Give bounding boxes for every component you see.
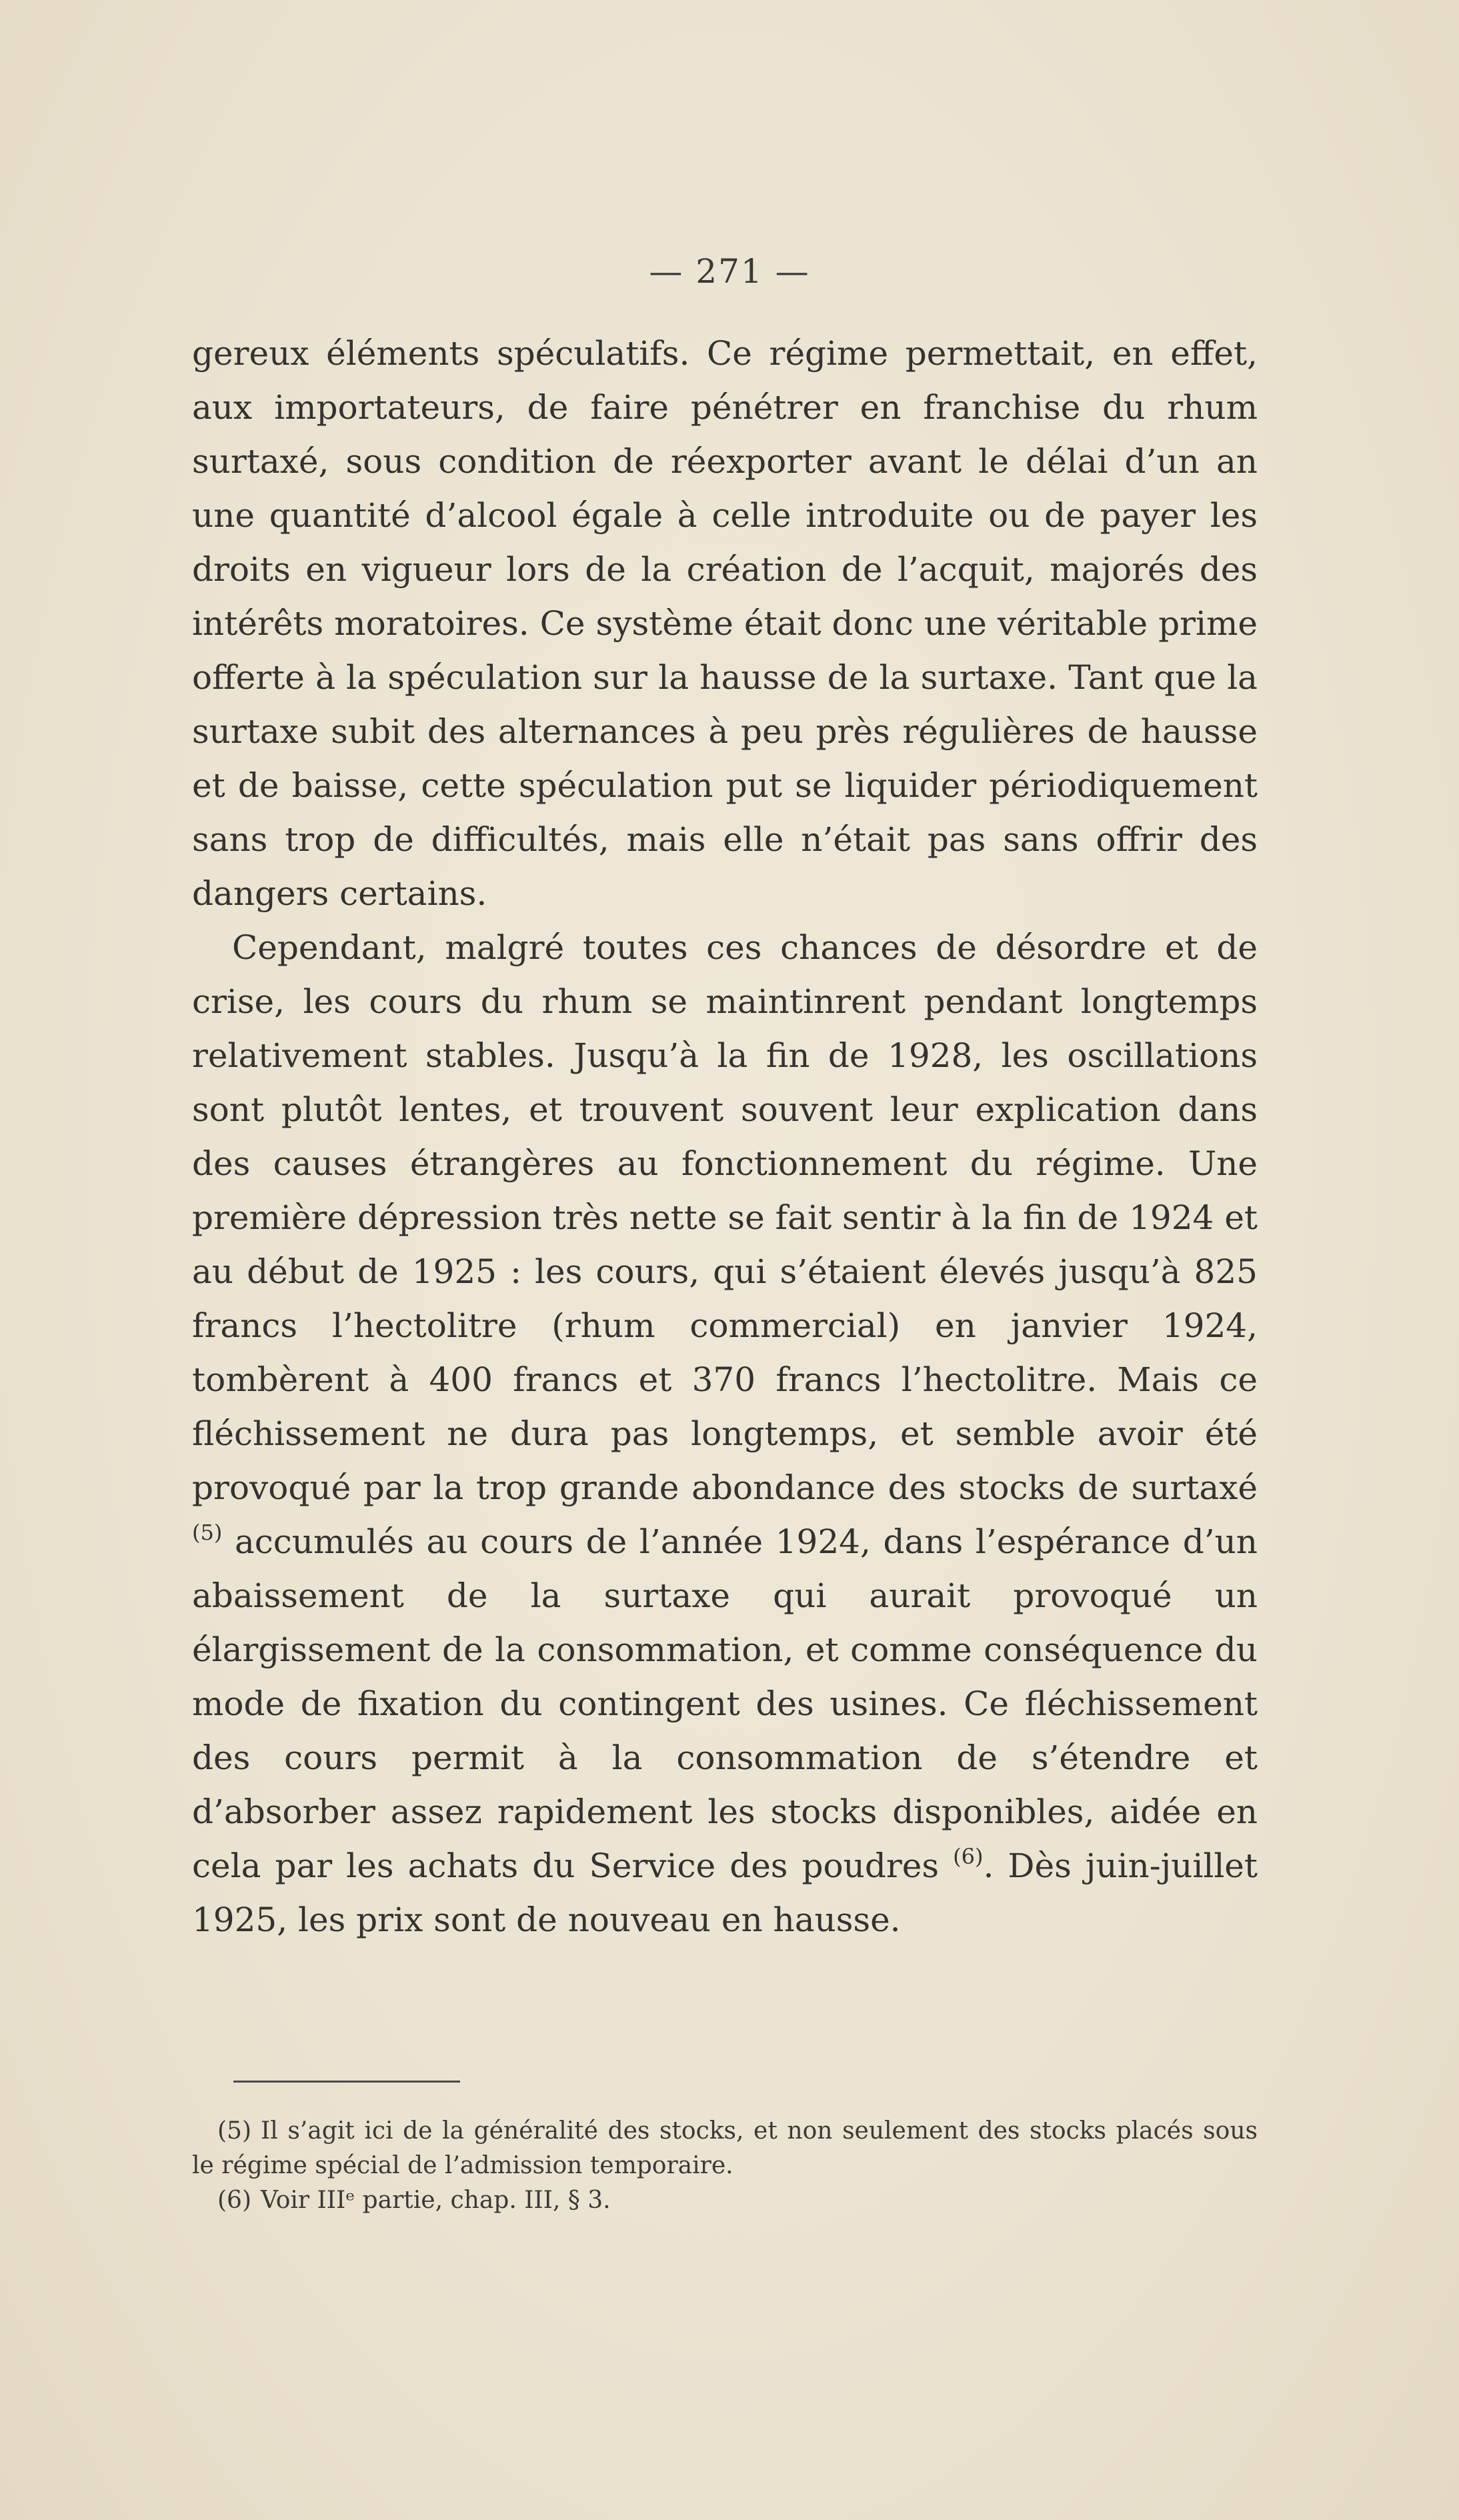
paragraph-2-part-3: . Dès juin-juillet 1925, les prix sont de nouveau en hausse. — [192, 1846, 1258, 1939]
footnote-ref-5: (5) — [192, 1520, 223, 1545]
page-number: — 271 — — [649, 252, 810, 291]
paragraph-1: gereux éléments spéculatifs. Ce régime permettait, en effet, aux importateurs, de faire pénétrer en franchise du rhum surtaxé, sous condition de réexporter avant le délai d’un an une quantité d’alcool égale à celle introduite ou de payer les droits en vigueur lors de la création de l’acquit, majorés des intérêts moratoires. Ce système était donc une véritable prime offerte à la spéculation sur la hausse de la surtaxe. Tant que la surtaxe subit des alternances à peu près régulières de hausse et de baisse, cette spéculation put se liquider périodiquement sans trop de difficultés, mais elle n’était pas sans offrir des dangers certains. — [192, 334, 1258, 913]
paragraph-2-part-1: Cependant, malgré toutes ces chances de désordre et de crise, les cours du rhum se maintinrent pendant longtemps relativement stables. Jusqu’à la fin de 1928, les oscillations sont plutôt lentes, et trouvent souvent leur explication dans des causes étrangères au fonctionnement du régime. Une première dépression très nette se fait sentir à la fin de 1924 et au début de 1925 : les cours, qui s’étaient élevés jusqu’à 825 francs l’hectolitre (rhum commercial) en janvier 1924, tombèrent à 400 francs et 370 francs l’hectolitre. Mais ce fléchissement ne dura pas longtemps, et semble avoir été provoqué par la trop grande abondance des stocks de surtaxé — [192, 928, 1258, 1507]
footnote-5 — [192, 2114, 1258, 2183]
body-text — [192, 327, 1258, 1947]
paragraph-2-part-2: accumulés au cours de l’année 1924, dans l’espérance d’un abaissement de la surtaxe qui aurait provoqué un élargissement de la consommation, et comme conséquence du mode de fixation du contingent des usines. Ce fléchissement des cours permit à la consommation de s’étendre et d’absorber assez rapidement les stocks disponibles, aidée en cela par les achats du Service des poudres — [192, 1522, 1258, 1885]
footnote-5-text: Il s’agit ici de la généralité des stocks, et non seulement des stocks placés sous le régime spécial de l’admission temporaire. — [192, 2117, 1258, 2179]
footnote-divider — [233, 2081, 460, 2083]
footnote-5-mark: (5) — [217, 2117, 251, 2145]
footnote-ref-6: (6) — [953, 1844, 984, 1869]
footnotes — [192, 2114, 1258, 2218]
footnote-6-mark: (6) — [217, 2187, 251, 2214]
footnote-6-text: Voir IIIᵉ partie, chap. III, § 3. — [261, 2187, 611, 2214]
footnote-6 — [192, 2183, 1258, 2218]
paragraph-2 — [192, 921, 1258, 1947]
